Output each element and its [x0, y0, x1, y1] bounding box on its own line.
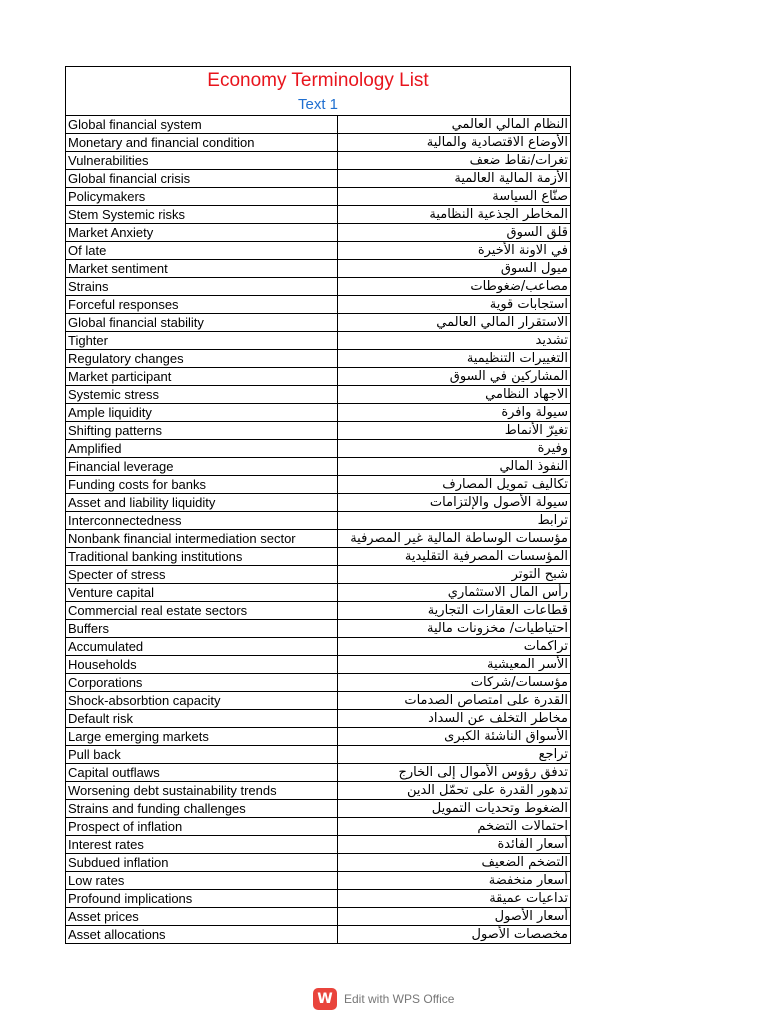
arabic-term-cell: النظام المالي العالمي: [337, 116, 570, 134]
table-row: [66, 404, 570, 422]
english-term-cell: Capital outflaws: [66, 764, 337, 782]
table-row: [66, 368, 570, 386]
terms-table: [66, 116, 570, 943]
table-row: [66, 890, 570, 908]
document-title: Economy Terminology List: [207, 70, 429, 91]
table-row: [66, 116, 570, 134]
arabic-term-cell: ترابط: [337, 512, 570, 530]
arabic-term-cell: الاجهاد النظامي: [337, 386, 570, 404]
english-term-cell: Market sentiment: [66, 260, 337, 278]
table-row: [66, 674, 570, 692]
arabic-term-cell: صنّاع السياسة: [337, 188, 570, 206]
english-term-cell: Of late: [66, 242, 337, 260]
arabic-term-cell: أسعار الأصول: [337, 908, 570, 926]
table-row: [66, 872, 570, 890]
english-term-cell: Global financial crisis: [66, 170, 337, 188]
table-row: [66, 656, 570, 674]
arabic-term-cell: التضخم الضعيف: [337, 854, 570, 872]
table-row: [66, 584, 570, 602]
table-row: [66, 422, 570, 440]
table-row: [66, 314, 570, 332]
table-row: [66, 926, 570, 944]
arabic-term-cell: مخصصات الأصول: [471, 927, 568, 942]
table-row: [66, 350, 570, 368]
english-term-cell: Commercial real estate sectors: [66, 602, 337, 620]
table-row: [66, 476, 570, 494]
arabic-term-cell: تراجع: [337, 746, 570, 764]
arabic-term-cell: الأزمة المالية العالمية: [337, 170, 570, 188]
english-term-cell: Strains: [66, 278, 337, 296]
english-term-cell: Venture capital: [66, 584, 337, 602]
english-term-cell: Pull back: [66, 746, 337, 764]
english-term-cell: Low rates: [66, 872, 337, 890]
english-term-cell: Prospect of inflation: [66, 818, 337, 836]
english-term-cell: Nonbank financial intermediation sector: [66, 530, 337, 548]
table-row: [66, 152, 570, 170]
english-term-cell: Large emerging markets: [66, 728, 337, 746]
table-row: [66, 224, 570, 242]
arabic-term-cell: الضغوط وتحديات التمويل: [337, 800, 570, 818]
english-term-cell: Financial leverage: [66, 458, 337, 476]
arabic-term-cell: تكاليف تمويل المصارف: [337, 476, 570, 494]
english-term-cell: Stem Systemic risks: [66, 206, 337, 224]
english-term-cell: Buffers: [66, 620, 337, 638]
english-term-cell: Asset allocations: [66, 926, 337, 944]
arabic-term-cell: مؤسسات/شركات: [337, 674, 570, 692]
arabic-term-cell: الأوضاع الاقتصادية والمالية: [337, 134, 570, 152]
arabic-term-cell: أسعار منخفضة: [337, 872, 570, 890]
table-row: [66, 386, 570, 404]
table-row: [66, 800, 570, 818]
arabic-term-cell: الأسر المعيشية: [337, 656, 570, 674]
english-term-cell: Market Anxiety: [66, 224, 337, 242]
english-term-cell: Forceful responses: [66, 296, 337, 314]
table-row: [66, 620, 570, 638]
english-term-cell: Traditional banking institutions: [66, 548, 337, 566]
table-row: [66, 296, 570, 314]
arabic-term-cell: الأسواق الناشئة الكبرى: [337, 728, 570, 746]
edit-with-wps-label: Edit with WPS Office: [344, 992, 455, 1006]
english-term-cell: Strains and funding challenges: [66, 800, 337, 818]
table-row: [66, 440, 570, 458]
table-row: [66, 746, 570, 764]
english-term-cell: Subdued inflation: [66, 854, 337, 872]
arabic-term-cell: تغرات/نقاط ضعف: [337, 152, 570, 170]
arabic-term-cell: القدرة على امتصاص الصدمات: [337, 692, 570, 710]
english-term-cell: Ample liquidity: [66, 404, 337, 422]
arabic-term-cell: شبح التوتر: [337, 566, 570, 584]
english-term-cell: Monetary and financial condition: [66, 134, 337, 152]
arabic-term-cell: تدهور القدرة على تحمّل الدين: [337, 782, 570, 800]
table-row: [66, 530, 570, 548]
table-row: [66, 854, 570, 872]
english-term-cell: Market participant: [66, 368, 337, 386]
arabic-term-cell: مخاطر التخلف عن السداد: [337, 710, 570, 728]
english-term-cell: Asset prices: [66, 908, 337, 926]
english-term-cell: Regulatory changes: [66, 350, 337, 368]
arabic-term-cell: المؤسسات المصرفية التقليدية: [337, 548, 570, 566]
english-term-cell: Specter of stress: [66, 566, 337, 584]
table-row: [66, 458, 570, 476]
table-row: [66, 170, 570, 188]
english-term-cell: Households: [66, 656, 337, 674]
english-term-cell: Funding costs for banks: [66, 476, 337, 494]
edit-with-wps-button[interactable]: [313, 987, 454, 1011]
arabic-term-cell: قلق السوق: [337, 224, 570, 242]
english-term-cell: Amplified: [66, 440, 337, 458]
wps-logo-icon: W: [313, 988, 337, 1010]
arabic-term-cell: رأس المال الاستثماري: [337, 584, 570, 602]
table-row: [66, 242, 570, 260]
english-term-cell: Shifting patterns: [66, 422, 337, 440]
arabic-term-cell: تشديد: [337, 332, 570, 350]
arabic-term-cell: تراكمات: [337, 638, 570, 656]
table-row: [66, 638, 570, 656]
arabic-term-cell: تداعيات عميقة: [337, 890, 570, 908]
english-term-cell: Global financial system: [66, 116, 337, 134]
english-term-cell: Policymakers: [66, 188, 337, 206]
arabic-term-cell: قطاعات العقارات التجارية: [337, 602, 570, 620]
table-row: [66, 548, 570, 566]
arabic-term-cell: استجابات قوية: [337, 296, 570, 314]
arabic-term-cell: وفيرة: [337, 440, 570, 458]
table-row: [66, 710, 570, 728]
english-term-cell: Vulnerabilities: [66, 152, 337, 170]
arabic-term-cell: في الاونة الأخيرة: [337, 242, 570, 260]
document-subtitle: Text 1: [66, 95, 570, 116]
arabic-term-cell: الاستقرار المالي العالمي: [337, 314, 570, 332]
arabic-term-cell: سيولة الأصول والإلتزامات: [337, 494, 570, 512]
table-row: [66, 764, 570, 782]
english-term-cell: Tighter: [66, 332, 337, 350]
arabic-term-cell: أسعار الفائدة: [337, 836, 570, 854]
table-row: [66, 782, 570, 800]
english-term-cell: Asset and liability liquidity: [66, 494, 337, 512]
english-term-cell: Accumulated: [66, 638, 337, 656]
table-row: [66, 206, 570, 224]
english-term-cell: Corporations: [66, 674, 337, 692]
table-row: [66, 566, 570, 584]
table-row: [66, 134, 570, 152]
english-term-cell: Interest rates: [66, 836, 337, 854]
arabic-term-cell: المشاركين في السوق: [337, 368, 570, 386]
table-row: [66, 818, 570, 836]
table-row: [66, 512, 570, 530]
english-term-cell: Systemic stress: [66, 386, 337, 404]
arabic-term-cell: النفوذ المالي: [337, 458, 570, 476]
english-term-cell: Global financial stability: [66, 314, 337, 332]
table-row: [66, 908, 570, 926]
arabic-term-cell: التغييرات التنظيمية: [337, 350, 570, 368]
english-term-cell: Default risk: [66, 710, 337, 728]
table-row: [66, 836, 570, 854]
arabic-term-cell: تدفق رؤوس الأموال إلى الخارج: [337, 764, 570, 782]
arabic-term-cell: مصاعب/ضغوطات: [337, 278, 570, 296]
table-row: [66, 494, 570, 512]
table-row: [66, 332, 570, 350]
arabic-term-cell: المخاطر الجذعية النظامية: [337, 206, 570, 224]
english-term-cell: Profound implications: [66, 890, 337, 908]
arabic-term-cell: سيولة وافرة: [337, 404, 570, 422]
table-row: [66, 692, 570, 710]
arabic-term-cell: ميول السوق: [337, 260, 570, 278]
table-row: [66, 188, 570, 206]
english-term-cell: Interconnectedness: [66, 512, 337, 530]
terminology-sheet: [65, 66, 571, 944]
arabic-term-cell: احتمالات التضخم: [337, 818, 570, 836]
english-term-cell: Worsening debt sustainability trends: [66, 782, 337, 800]
arabic-term-cell: احتياطيات/ مخزونات مالية: [337, 620, 570, 638]
table-row: [66, 260, 570, 278]
arabic-term-cell: مؤسسات الوساطة المالية غير المصرفية: [337, 530, 570, 548]
table-row: [66, 278, 570, 296]
table-row: [66, 602, 570, 620]
arabic-term-cell: تغيرّ الأنماط: [337, 422, 570, 440]
table-row: [66, 728, 570, 746]
english-term-cell: Shock-absorbtion capacity: [66, 692, 337, 710]
